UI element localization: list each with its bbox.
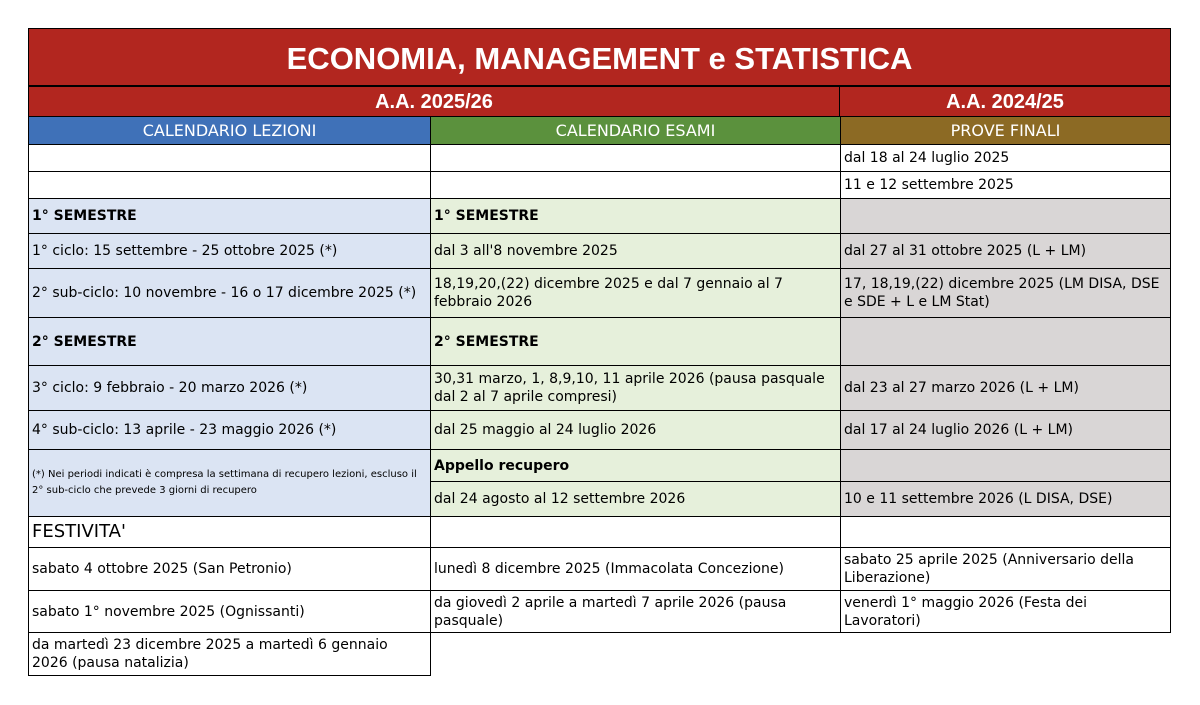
festivita-1-a: sabato 4 ottobre 2025 (San Petronio) [28,547,431,591]
empty-cell [28,144,431,172]
year-current: A.A. 2025/26 [28,86,840,117]
header-prove: PROVE FINALI [840,116,1171,145]
festivita-2-a: sabato 1° novembre 2025 (Ognissanti) [28,590,431,633]
festivita-2-c: venerdì 1° maggio 2026 (Festa dei Lavoratori) [840,590,1171,633]
lezioni-semester-1: 1° SEMESTRE [28,198,431,234]
esami-ciclo-3: 30,31 marzo, 1, 8,9,10, 11 aprile 2026 (pausa pasquale dal 2 al 7 aprile compresi) [430,365,841,411]
empty-cell [840,317,1171,366]
festivita-3-a: da martedì 23 dicembre 2025 a martedì 6 gennaio 2026 (pausa natalizia) [28,632,431,676]
prove-row-1: dal 18 al 24 luglio 2025 [840,144,1171,172]
prove-ciclo-4: dal 17 al 24 luglio 2026 (L + LM) [840,410,1171,450]
lezioni-ciclo-1: 1° ciclo: 15 settembre - 25 ottobre 2025 (*) [28,233,431,269]
page-title: ECONOMIA, MANAGEMENT e STATISTICA [28,28,1171,86]
lezioni-note: (*) Nei periodi indicati è compresa la settimana di recupero lezioni, escluso il 2° sub-ciclo che prevede 3 giorni di recupero [28,449,431,517]
lezioni-ciclo-3: 3° ciclo: 9 febbraio - 20 marzo 2026 (*) [28,365,431,411]
header-lezioni: CALENDARIO LEZIONI [28,116,431,145]
header-esami: CALENDARIO ESAMI [430,116,841,145]
festivita-1-b: lunedì 8 dicembre 2025 (Immacolata Concezione) [430,547,841,591]
prove-appello-dates: 10 e 11 settembre 2026 (L DISA, DSE) [840,481,1171,517]
empty-cell [840,449,1171,482]
empty-cell [840,516,1171,548]
empty-cell [840,198,1171,234]
esami-semester-1: 1° SEMESTRE [430,198,841,234]
empty-cell [430,144,841,172]
prove-ciclo-3: dal 23 al 27 marzo 2026 (L + LM) [840,365,1171,411]
lezioni-ciclo-4: 4° sub-ciclo: 13 aprile - 23 maggio 2026 (*) [28,410,431,450]
lezioni-ciclo-2: 2° sub-ciclo: 10 novembre - 16 o 17 dicembre 2025 (*) [28,268,431,318]
empty-cell [430,516,841,548]
festivita-label: FESTIVITA' [28,516,431,548]
empty-cell [430,171,841,199]
festivita-1-c: sabato 25 aprile 2025 (Anniversario della Liberazione) [840,547,1171,591]
prove-ciclo-1: dal 27 al 31 ottobre 2025 (L + LM) [840,233,1171,269]
lezioni-semester-2: 2° SEMESTRE [28,317,431,366]
esami-ciclo-1: dal 3 all'8 novembre 2025 [430,233,841,269]
year-previous: A.A. 2024/25 [839,86,1171,117]
esami-appello-dates: dal 24 agosto al 12 settembre 2026 [430,481,841,517]
esami-ciclo-2: 18,19,20,(22) dicembre 2025 e dal 7 gennaio al 7 febbraio 2026 [430,268,841,318]
esami-semester-2: 2° SEMESTRE [430,317,841,366]
esami-ciclo-4: dal 25 maggio al 24 luglio 2026 [430,410,841,450]
esami-appello-label: Appello recupero [430,449,841,482]
prove-row-2: 11 e 12 settembre 2025 [840,171,1171,199]
empty-cell [28,171,431,199]
festivita-2-b: da giovedì 2 aprile a martedì 7 aprile 2026 (pausa pasquale) [430,590,841,633]
prove-ciclo-2: 17, 18,19,(22) dicembre 2025 (LM DISA, DSE e SDE + L e LM Stat) [840,268,1171,318]
